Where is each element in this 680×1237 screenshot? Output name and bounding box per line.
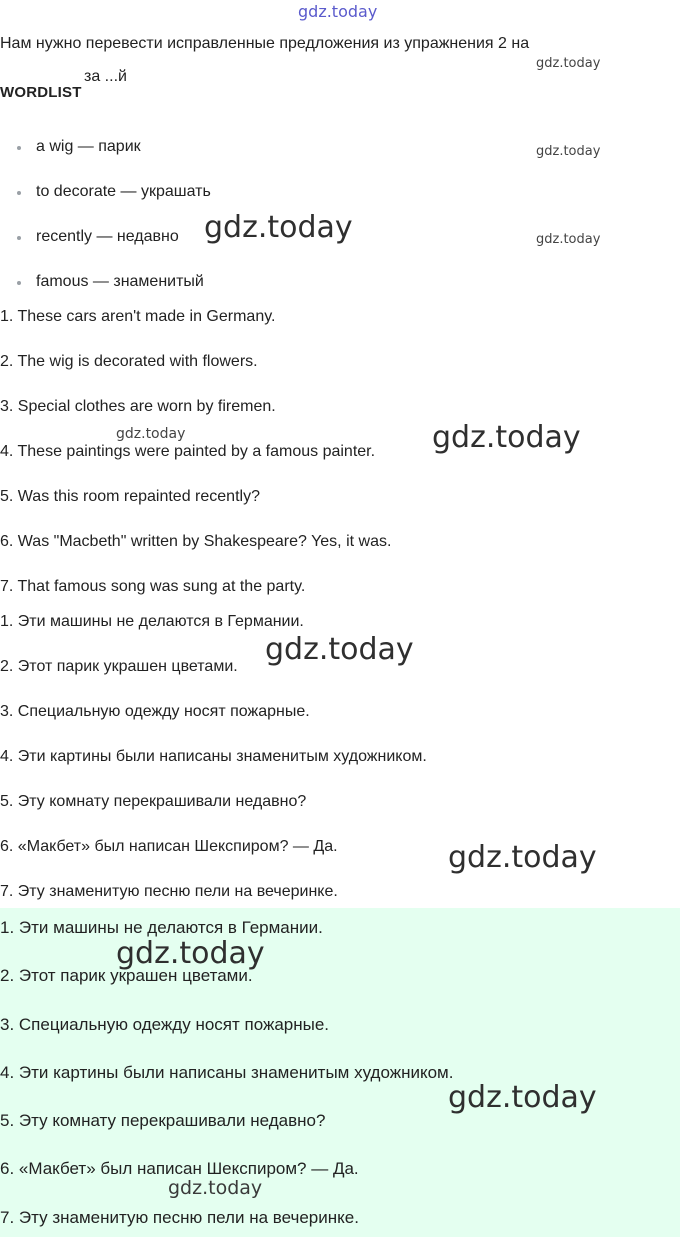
answer-sentence: 3. Специальную одежду носят пожарные. [0, 1015, 330, 1034]
answer-sentence: 2. Этот парик украшен цветами. [0, 966, 253, 985]
watermark: gdz.today [432, 420, 581, 455]
bullet-dot [17, 146, 21, 150]
watermark: gdz.today [536, 144, 601, 159]
russian-sentence: 7. Эту знаменитую песню пели на вечеринке. [0, 883, 338, 900]
wordlist-item: to decorate — украшать [36, 183, 211, 200]
english-sentence: 7. That famous song was sung at the party. [0, 578, 306, 595]
wordlist-item: famous — знаменитый [36, 273, 204, 290]
answer-sentence: 5. Эту комнату перекрашивали недавно? [0, 1111, 326, 1130]
english-sentence: 4. These paintings were painted by a famous painter. [0, 443, 376, 460]
watermark: gdz.today [448, 840, 597, 875]
answer-sentence: 4. Эти картины были написаны знаменитым художником. [0, 1063, 454, 1082]
english-sentence: 5. Was this room repainted recently? [0, 488, 260, 505]
watermark: gdz.today [536, 232, 601, 247]
wordlist-item: recently — недавно [36, 228, 179, 245]
intro-text: Нам нужно перевести исправленные предложения из упражнения 2 на [0, 35, 530, 52]
russian-sentence: 6. «Макбет» был написан Шекспиром? — Да. [0, 838, 338, 855]
bullet-dot [17, 191, 21, 195]
russian-sentence: 4. Эти картины были написаны знаменитым художником. [0, 748, 427, 765]
watermark: gdz.today [168, 1177, 263, 1199]
watermark: gdz.today [448, 1080, 597, 1115]
watermark: gdz.today [204, 210, 353, 245]
watermark: gdz.today [298, 2, 378, 21]
english-sentence: 3. Special clothes are worn by firemen. [0, 398, 276, 415]
english-sentence: 1. These cars aren't made in Germany. [0, 308, 276, 325]
answer-sentence: 6. «Макбет» был написан Шекспиром? — Да. [0, 1159, 359, 1178]
watermark: gdz.today [116, 426, 186, 442]
watermark: gdz.today [265, 632, 414, 667]
intro-cut-fragment: за ...й [84, 68, 127, 85]
russian-sentence: 2. Этот парик украшен цветами. [0, 658, 238, 675]
answer-sentence: 7. Эту знаменитую песню пели на вечеринке. [0, 1208, 359, 1227]
watermark: gdz.today [536, 56, 601, 71]
wordlist-heading: WORDLIST [0, 84, 82, 101]
english-sentence: 6. Was "Macbeth" written by Shakespeare? Yes, it was. [0, 533, 392, 550]
russian-sentence: 5. Эту комнату перекрашивали недавно? [0, 793, 307, 810]
bullet-dot [17, 236, 21, 240]
russian-sentence: 1. Эти машины не делаются в Германии. [0, 613, 304, 630]
answer-sentence: 1. Эти машины не делаются в Германии. [0, 918, 323, 937]
bullet-dot [17, 281, 21, 285]
russian-sentence: 3. Специальную одежду носят пожарные. [0, 703, 310, 720]
watermark: gdz.today [116, 936, 265, 971]
wordlist-item: a wig — парик [36, 138, 141, 155]
english-sentence: 2. The wig is decorated with flowers. [0, 353, 258, 370]
